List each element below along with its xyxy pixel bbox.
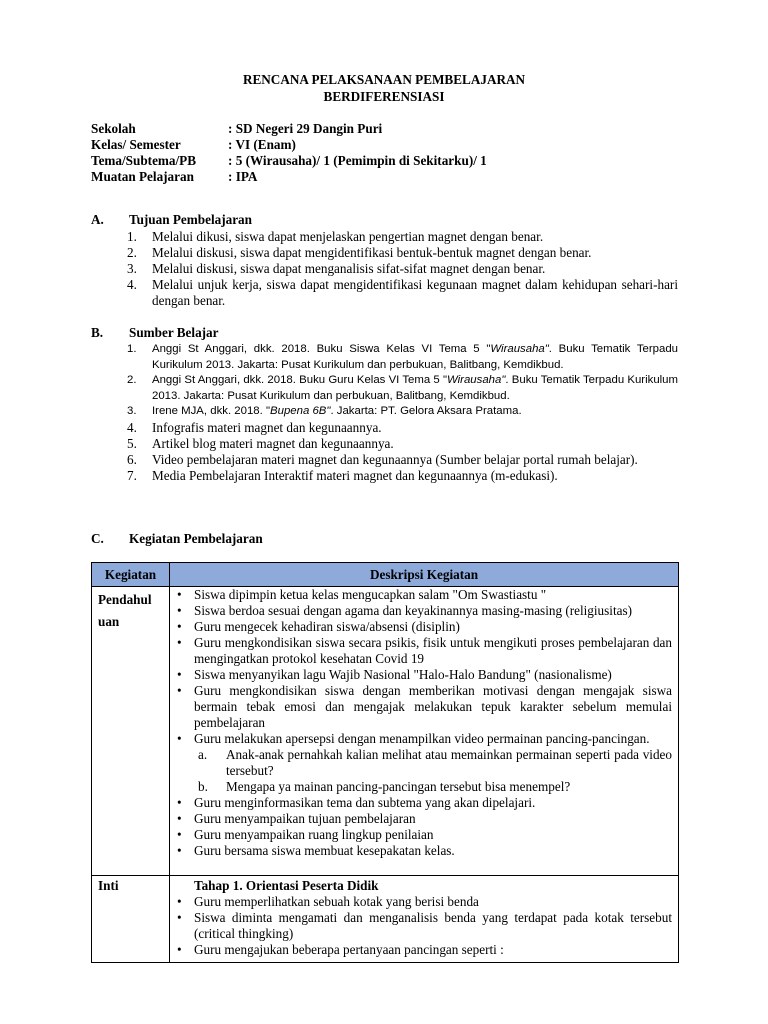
table-row-inti [92, 876, 679, 963]
item-number: 2. [127, 374, 137, 386]
identity-value: : VI (Enam) [228, 137, 296, 152]
bullet-item [170, 635, 672, 667]
bullet-text: Siswa diminta mengamati dan menganalisis benda yang terdapat pada kotak tersebut (critical thingking) [194, 910, 672, 941]
item-number: 1. [127, 343, 137, 355]
bullet-text: Guru menyampaikan tujuan pembelajaran [194, 811, 416, 826]
bullet-text: Guru mengecek kehadiran siswa/absensi (disiplin) [194, 619, 460, 634]
list-item [127, 452, 678, 468]
sub-item [194, 779, 672, 795]
bullet-text: Siswa berdoa sesuai dengan agama dan keyakinannya masing-masing (religiusitas) [194, 603, 632, 618]
list-item [127, 261, 678, 277]
item-text: Video pembelajaran materi magnet dan kegunaannya (Sumber belajar portal rumah belajar). [152, 451, 638, 467]
phase-description-inti [170, 876, 679, 963]
bullet-dot-icon: • [177, 811, 182, 826]
bullet-item [170, 683, 672, 731]
bullet-dot-icon: • [177, 942, 182, 957]
item-text: Media Pembelajaran Interaktif materi magnet dan kegunaannya (m-edukasi). [152, 467, 558, 483]
bullet-dot-icon: • [177, 827, 182, 842]
header-deskripsi: Deskripsi Kegiatan [170, 563, 679, 587]
reference-title: Wirausaha" [447, 374, 506, 386]
list-item [127, 404, 678, 420]
reference-pre: Anggi St Anggari, dkk. 2018. Buku Siswa Kelas VI Tema 5 " [152, 343, 491, 355]
bullet-dot-icon: • [177, 667, 182, 682]
bullet-text: Guru mengkondisikan siswa secara psikis, fisik untuk mengikuti proses pembelajaran dan mengingatkan protokol kesehatan Covid 19 [194, 635, 672, 666]
bullet-item [170, 603, 672, 619]
bullet-dot-icon: • [177, 619, 182, 634]
sub-item-letter: b. [198, 779, 208, 794]
item-number: 3. [127, 261, 137, 276]
header-kegiatan: Kegiatan [92, 563, 170, 587]
bullet-text: Guru menginformasikan tema dan subtema yang akan dipelajari. [194, 795, 536, 810]
phase-label-inti: Inti [92, 876, 170, 963]
bullet-item [170, 587, 672, 603]
sub-item-text: Anak-anak pernahkah kalian melihat atau memainkan permainan seperti pada video tersebut? [226, 747, 672, 778]
reference-post: . Buku Tematik Terpadu Kurikulum 2013. Jakarta: Pusat Kurikulum dan perbukuan, Balitbang, Kemdikbud. [152, 374, 679, 402]
bullet-item [170, 667, 672, 683]
item-number: 6. [127, 451, 137, 467]
bullet-item [170, 843, 672, 859]
table-row-pendahuluan [92, 587, 679, 876]
phase-description-pendahuluan [170, 587, 679, 876]
stage-title: Tahap 1. Orientasi Peserta Didik [194, 878, 379, 893]
item-text: Melalui diskusi, siswa dapat menganalisis sifat-sifat magnet dengan benar. [152, 261, 546, 276]
bullet-item [170, 619, 672, 635]
identity-label: Tema/Subtema/PB [91, 153, 197, 168]
bullet-item [170, 894, 672, 910]
item-number: 7. [127, 467, 137, 483]
inti-bullets [170, 894, 678, 958]
table-header-row [92, 563, 679, 587]
document-title-line2: BERDIFERENSIASI [323, 89, 445, 104]
bullet-item [170, 827, 672, 843]
bullet-item [170, 910, 672, 942]
identity-label: Kelas/ Semester [91, 137, 181, 152]
item-number: 2. [127, 245, 137, 260]
bullet-text: Siswa menyanyikan lagu Wajib Nasional "Halo-Halo Bandung" (nasionalisme) [194, 667, 612, 682]
reference-title: Bupena 6B" [270, 405, 331, 417]
bullet-item [170, 731, 672, 747]
reference-title: Wirausaha" [490, 343, 549, 355]
item-text: Melalui dikusi, siswa dapat menjelaskan pengertian magnet dengan benar. [152, 229, 544, 244]
sources-list [127, 342, 678, 484]
bullet-dot-icon: • [177, 910, 182, 925]
item-number: 1. [127, 229, 137, 244]
identity-value: : SD Negeri 29 Dangin Puri [228, 121, 383, 136]
bullet-item [170, 811, 672, 827]
bullet-dot-icon: • [177, 731, 182, 746]
identity-value: : 5 (Wirausaha)/ 1 (Pemimpin di Sekitarku)/ 1 [228, 153, 487, 168]
item-number: 4. [127, 277, 137, 292]
item-number: 4. [127, 419, 137, 435]
list-item [127, 245, 678, 261]
question-sub-list [194, 747, 672, 795]
bullet-text: Guru menyampaikan ruang lingkup penilaian [194, 827, 434, 842]
list-item [127, 420, 678, 436]
reference-post: . Buku Tematik Terpadu Kurikulum 2013. Jakarta: Pusat Kurikulum dan perbukuan, Balitbang, Kemdikbud. [152, 343, 678, 371]
sub-item-letter: a. [198, 747, 208, 762]
reference-pre: Irene MJA, dkk. 2018. " [152, 405, 271, 417]
list-item [127, 436, 678, 452]
bullet-dot-icon: • [177, 683, 182, 698]
item-text: Infografis materi magnet dan kegunaannya. [152, 419, 382, 435]
bullet-text: Guru bersama siswa membuat kesepakatan kelas. [194, 843, 455, 858]
list-item [127, 229, 678, 245]
item-text: Artikel blog materi magnet dan kegunaannya. [152, 435, 394, 451]
sub-item-text: Mengapa ya mainan pancing-pancingan tersebut bisa menempel? [226, 779, 571, 794]
activities-table [91, 562, 679, 963]
bullet-dot-icon: • [177, 587, 182, 602]
sub-item [194, 747, 672, 779]
bullet-dot-icon: • [177, 603, 182, 618]
reference-pre: Anggi St Anggari, dkk. 2018. Buku Guru Kelas VI Tema 5 " [152, 374, 447, 386]
document-title-line1: RENCANA PELAKSANAAN PEMBELAJARAN [242, 72, 526, 87]
list-item [127, 277, 678, 309]
reference-post: . Jakarta: PT. Gelora Aksara Pratama. [330, 405, 522, 417]
bullet-text: Siswa dipimpin ketua kelas mengucapkan salam "Om Swastiastu " [194, 587, 547, 602]
list-item [127, 468, 678, 484]
item-text: Melalui unjuk kerja, siswa dapat mengidentifikasi kegunaan magnet dalam kehidupan sehari-hari dengan benar. [152, 277, 678, 308]
item-number: 5. [127, 435, 137, 451]
item-text: Melalui diskusi, siswa dapat mengidentifikasi bentuk-bentuk magnet dengan benar. [152, 245, 592, 260]
bullet-dot-icon: • [177, 635, 182, 650]
objectives-list [127, 229, 678, 309]
identity-value: : IPA [228, 169, 258, 184]
item-number: 3. [127, 405, 137, 417]
bullet-dot-icon: • [177, 795, 182, 810]
identity-label: Muatan Pelajaran [91, 169, 194, 184]
sub-list-wrapper [170, 747, 672, 795]
bullet-text: Guru mengkondisikan siswa dengan memberikan motivasi dengan mengajak siswa bermain tebak emosi dan mengajak melakukan tepuk karakter sebelum memulai pembelajaran [194, 683, 672, 730]
bullet-text: Guru memperlihatkan sebuah kotak yang berisi benda [194, 894, 479, 909]
pendahuluan-bullets [170, 587, 678, 859]
bullet-text: Guru melakukan apersepsi dengan menampilkan video permainan pancing-pancingan. [194, 731, 650, 746]
bullet-dot-icon: • [177, 843, 182, 858]
bullet-item [170, 795, 672, 811]
list-item [127, 342, 678, 373]
identity-label: Sekolah [91, 121, 136, 136]
phase-label-pendahuluan: Pendahul uan [92, 587, 170, 876]
list-item [127, 373, 678, 404]
bullet-text: Guru mengajukan beberapa pertanyaan pancingan seperti : [194, 942, 504, 957]
bullet-item [170, 942, 672, 958]
bullet-dot-icon: • [177, 894, 182, 909]
